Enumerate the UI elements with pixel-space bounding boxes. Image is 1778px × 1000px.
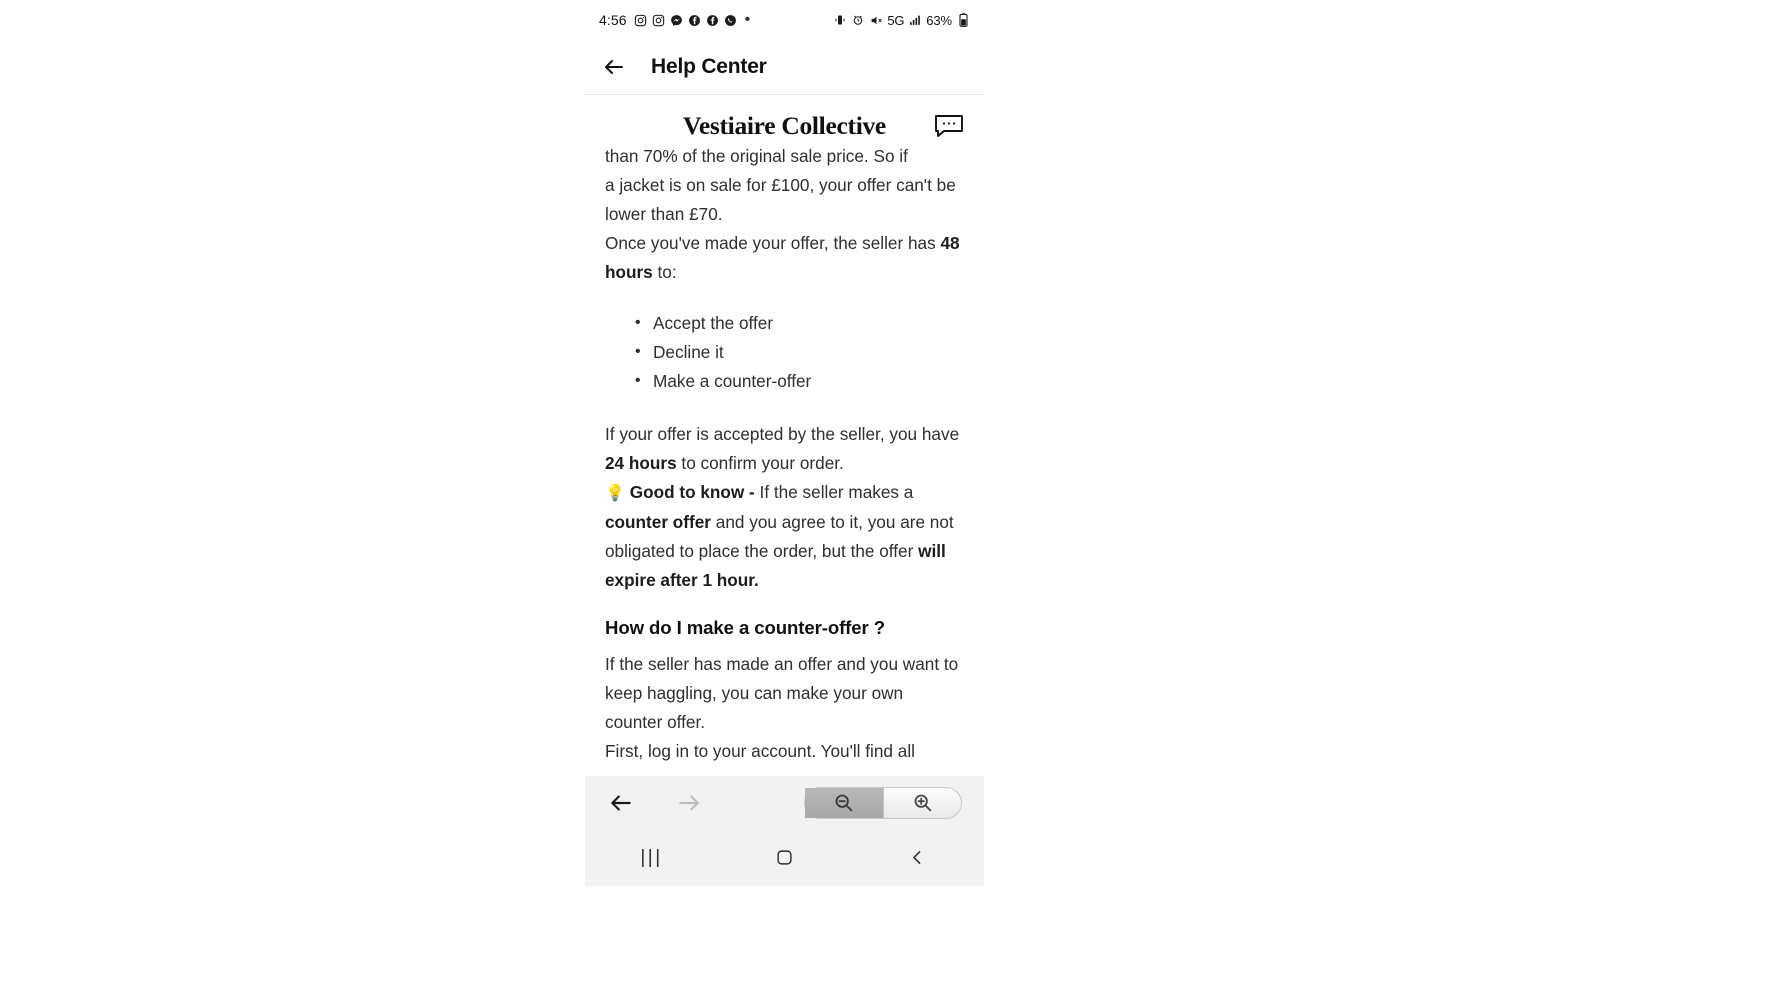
bold-counter-offer: counter offer <box>605 512 711 532</box>
tip-text-2: and you agree to it, you are not obligated to place the order, but the offer <box>605 512 954 561</box>
paragraph-confirm-window <box>605 420 964 478</box>
clipped-bottom-line <box>605 737 964 761</box>
tip-label: Good to know - <box>629 482 760 502</box>
article-content <box>585 146 984 761</box>
list-item: • Accept the offer <box>635 309 964 338</box>
forward-arrow-icon[interactable] <box>675 789 703 817</box>
list-item: • Make a counter-offer <box>635 367 964 396</box>
vibrate-icon <box>833 13 847 27</box>
paragraph-offer-limit <box>605 171 964 229</box>
zoom-in-icon[interactable] <box>884 788 962 818</box>
app-header <box>585 40 984 95</box>
status-bar <box>585 0 984 40</box>
back-arrow-icon[interactable] <box>601 54 627 80</box>
paragraph-seller-window <box>605 229 964 287</box>
page-title: Help Center <box>651 55 767 78</box>
clipped-bottom-text: First, log in to your account. You'll find all <box>605 741 915 761</box>
whatsapp-icon <box>724 13 738 27</box>
battery-icon <box>956 13 970 27</box>
section-heading: How do I make a counter-offer ? <box>605 617 885 638</box>
facebook-icon <box>706 13 720 27</box>
battery-label: 63% <box>926 12 952 28</box>
zoom-out-icon[interactable] <box>805 788 883 818</box>
android-nav-bar <box>585 829 984 886</box>
tip-text-1: If the seller makes a <box>759 482 914 502</box>
instagram-icon <box>634 13 648 27</box>
mute-icon <box>869 13 883 27</box>
phone-viewport <box>585 0 984 886</box>
seller-options-list <box>605 309 964 396</box>
signal-bars-icon <box>908 13 922 27</box>
home-icon[interactable] <box>718 849 851 866</box>
paragraph-line-1: a jacket is on sale for £100, your offer <box>605 175 892 195</box>
bold-expiry: will expire after 1 hour. <box>605 541 946 590</box>
dot-icon: • <box>744 11 751 28</box>
zoom-control-group[interactable] <box>804 787 962 819</box>
bold-24-hours: 24 hours <box>605 453 677 473</box>
alarm-icon <box>851 13 865 27</box>
clipped-top-line <box>605 146 964 171</box>
list-item: • Decline it <box>635 338 964 367</box>
paragraph-post: to confirm your order. <box>676 453 844 473</box>
clipped-top-text: than 70% of the original sale price. So if <box>605 146 908 166</box>
nav-back-icon[interactable] <box>851 849 984 866</box>
paragraph-line-2: can't be lower than £70. <box>605 175 956 224</box>
paragraph-pre: Once you've made your offer, the seller has <box>605 233 941 253</box>
paragraph-good-to-know <box>605 478 964 595</box>
network-label: 5G <box>887 12 905 28</box>
paragraph-pre: If your offer is accepted by the seller, you have <box>605 424 960 444</box>
bold-48-hours: 48 hours <box>605 233 960 282</box>
chat-bubble-icon[interactable] <box>934 114 964 138</box>
status-system-icons <box>833 13 970 28</box>
recents-icon[interactable] <box>585 847 718 869</box>
browser-toolbar <box>585 776 984 829</box>
brand-logo: Vestiaire Collective <box>683 111 886 140</box>
paragraph-counter-offer: If the seller has made an offer and you want to keep haggling, you can make your own counter offer. <box>605 654 959 732</box>
facebook-icon <box>688 13 702 27</box>
status-notification-icons <box>634 12 751 28</box>
status-clock: 4:56 <box>599 12 627 28</box>
paragraph-post: to: <box>652 262 677 282</box>
back-arrow-icon[interactable] <box>607 789 635 817</box>
recents-glyph: ||| <box>640 846 663 868</box>
messenger-icon <box>670 13 684 27</box>
instagram-icon <box>652 13 666 27</box>
lightbulb-icon: 💡 <box>605 485 625 502</box>
